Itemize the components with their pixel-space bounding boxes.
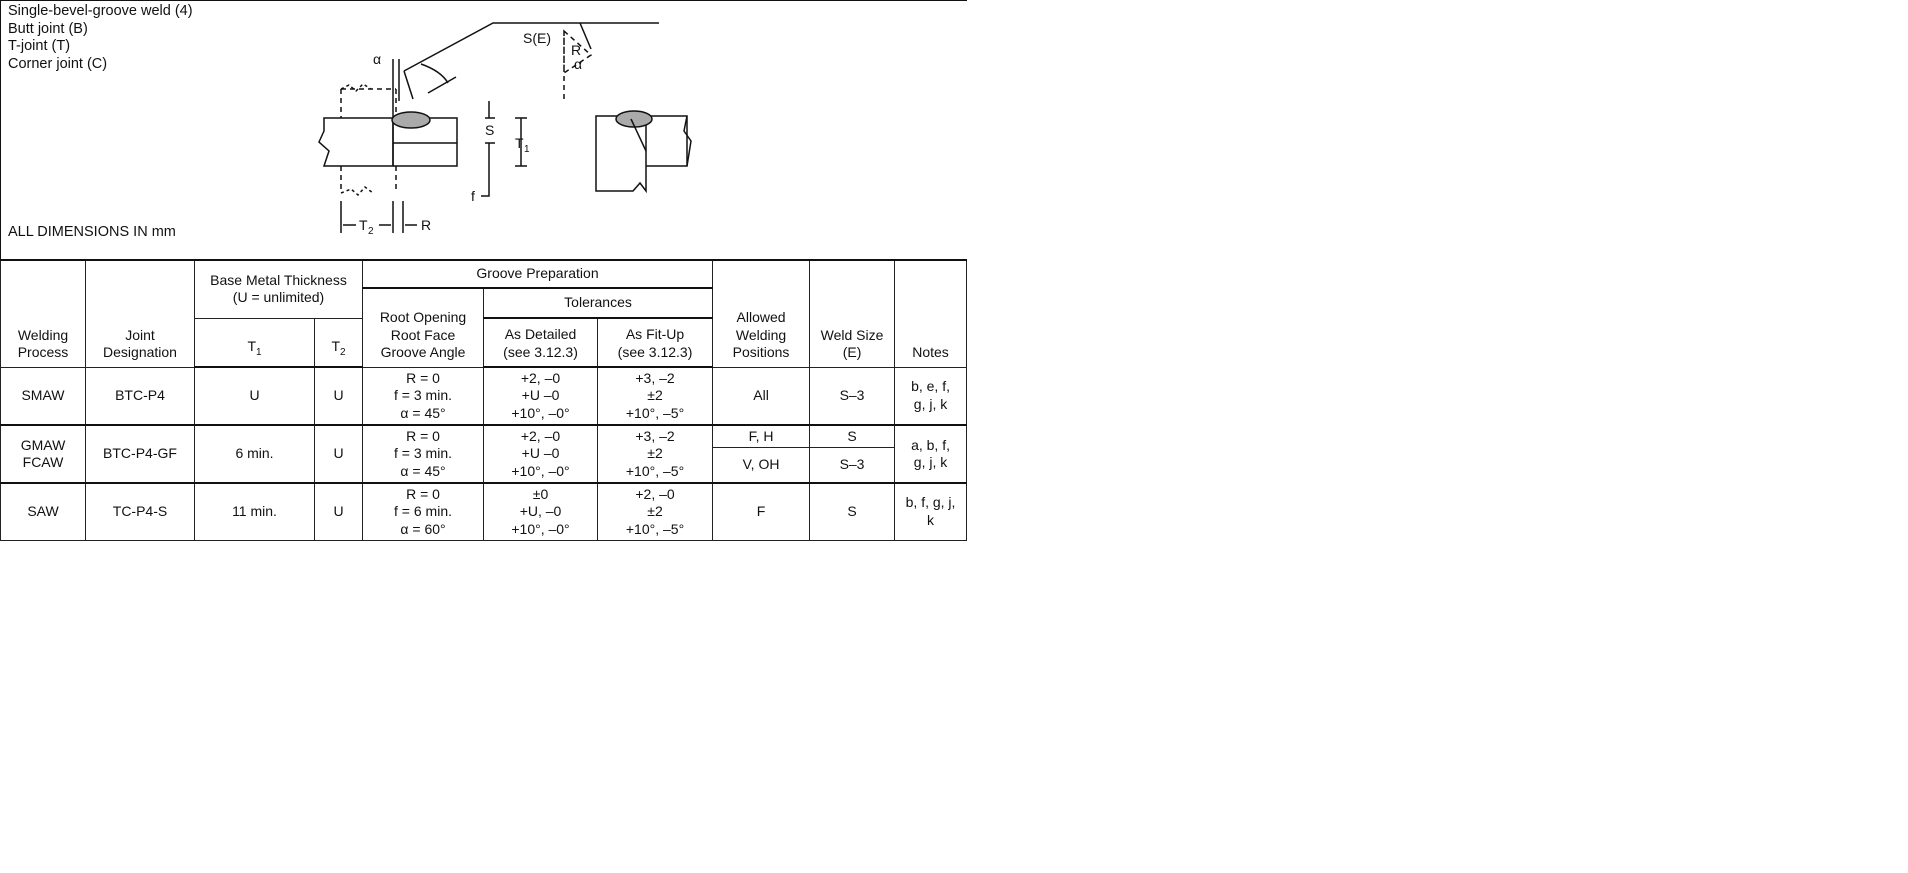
row-designation: BTC-P4-GF xyxy=(86,425,195,483)
row-weld-size-a: S xyxy=(810,425,895,447)
t2-label: T xyxy=(359,217,368,233)
row-designation: TC-P4-S xyxy=(86,483,195,540)
row-notes: b, f, g, j, k xyxy=(895,483,967,540)
row-notes: b, e, f, g, j, k xyxy=(895,367,967,425)
col-weld-size: Weld Size (E) xyxy=(810,260,895,367)
col-welding-process: Welding Process xyxy=(1,260,86,367)
t1-sub-label: 1 xyxy=(524,144,530,155)
row-positions: F xyxy=(713,483,810,540)
alpha-label-ref: α xyxy=(574,56,583,72)
figure-panel xyxy=(0,0,967,260)
col-root-opening: Root Opening Root Face Groove Angle xyxy=(363,288,484,367)
joint-table xyxy=(0,259,967,541)
joint-diagram xyxy=(1,1,967,260)
t1-label: T xyxy=(515,135,524,151)
butt-joint-label: Butt joint (B) xyxy=(8,20,88,37)
col-base-metal: Base Metal Thickness (U = unlimited) xyxy=(195,260,363,318)
col-t1 xyxy=(195,318,315,367)
row-t2: U xyxy=(315,425,363,483)
col-t2 xyxy=(315,318,363,367)
row-notes: a, b, f, g, j, k xyxy=(895,425,967,483)
row-t1: 11 min. xyxy=(195,483,315,540)
row-root: R = 0 f = 3 min. α = 45° xyxy=(363,367,484,425)
col-tolerances: Tolerances xyxy=(484,288,713,318)
t1-header: T xyxy=(247,337,256,354)
weld-bead xyxy=(392,112,430,128)
r-label: R xyxy=(421,217,432,233)
row-weld-size: S xyxy=(810,483,895,540)
row-as-detailed: +2, –0 +U –0 +10°, –0° xyxy=(484,367,598,425)
row-as-fitup: +2, –0 ±2 +10°, –5° xyxy=(598,483,713,540)
row-process: GMAW FCAW xyxy=(1,425,86,483)
t2-header: T xyxy=(331,337,340,354)
row-t2: U xyxy=(315,367,363,425)
row-t2: U xyxy=(315,483,363,540)
corner-joint-label: Corner joint (C) xyxy=(8,55,108,72)
row-as-detailed: ±0 +U, –0 +10°, –0° xyxy=(484,483,598,540)
table-row xyxy=(1,425,967,447)
f-label: f xyxy=(471,188,475,204)
t-member-dashed xyxy=(341,89,396,193)
row-process: SAW xyxy=(1,483,86,540)
left-plate xyxy=(319,118,393,166)
row-weld-size: S–3 xyxy=(810,367,895,425)
row-as-detailed: +2, –0 +U –0 +10°, –0° xyxy=(484,425,598,483)
row-process: SMAW xyxy=(1,367,86,425)
row-root: R = 0 f = 3 min. α = 45° xyxy=(363,425,484,483)
col-as-fitup: As Fit-Up (see 3.12.3) xyxy=(598,318,713,367)
row-as-fitup: +3, –2 ±2 +10°, –5° xyxy=(598,367,713,425)
t2-header-sub: 2 xyxy=(340,346,346,358)
row-t1: 6 min. xyxy=(195,425,315,483)
row-positions-a: F, H xyxy=(713,425,810,447)
t2-sub-label: 2 xyxy=(368,226,374,237)
weld-type-heading: Single-bevel-groove weld (4) xyxy=(8,3,193,19)
col-allowed-positions: Allowed Welding Positions xyxy=(713,260,810,367)
t-joint-label: T-joint (T) xyxy=(8,38,71,54)
col-notes: Notes xyxy=(895,260,967,367)
r-label-ref: R xyxy=(571,42,582,58)
row-root: R = 0 f = 6 min. α = 60° xyxy=(363,483,484,540)
se-label: S(E) xyxy=(523,30,551,46)
dimensions-note: ALL DIMENSIONS IN mm xyxy=(8,224,176,240)
row-weld-size-b: S–3 xyxy=(810,447,895,483)
row-designation: BTC-P4 xyxy=(86,367,195,425)
table-row xyxy=(1,483,967,540)
s-label: S xyxy=(485,122,495,138)
row-t1: U xyxy=(195,367,315,425)
row-as-fitup: +3, –2 ±2 +10°, –5° xyxy=(598,425,713,483)
row-positions: All xyxy=(713,367,810,425)
col-joint-designation: Joint Designation xyxy=(86,260,195,367)
right-plate xyxy=(393,143,457,166)
weld-joint-sheet xyxy=(0,0,968,543)
col-groove-preparation: Groove Preparation xyxy=(363,260,713,288)
row-positions-b: V, OH xyxy=(713,447,810,483)
t1-header-sub: 1 xyxy=(256,346,262,358)
col-as-detailed: As Detailed (see 3.12.3) xyxy=(484,318,598,367)
alpha-label: α xyxy=(373,51,382,67)
table-row xyxy=(1,367,967,425)
